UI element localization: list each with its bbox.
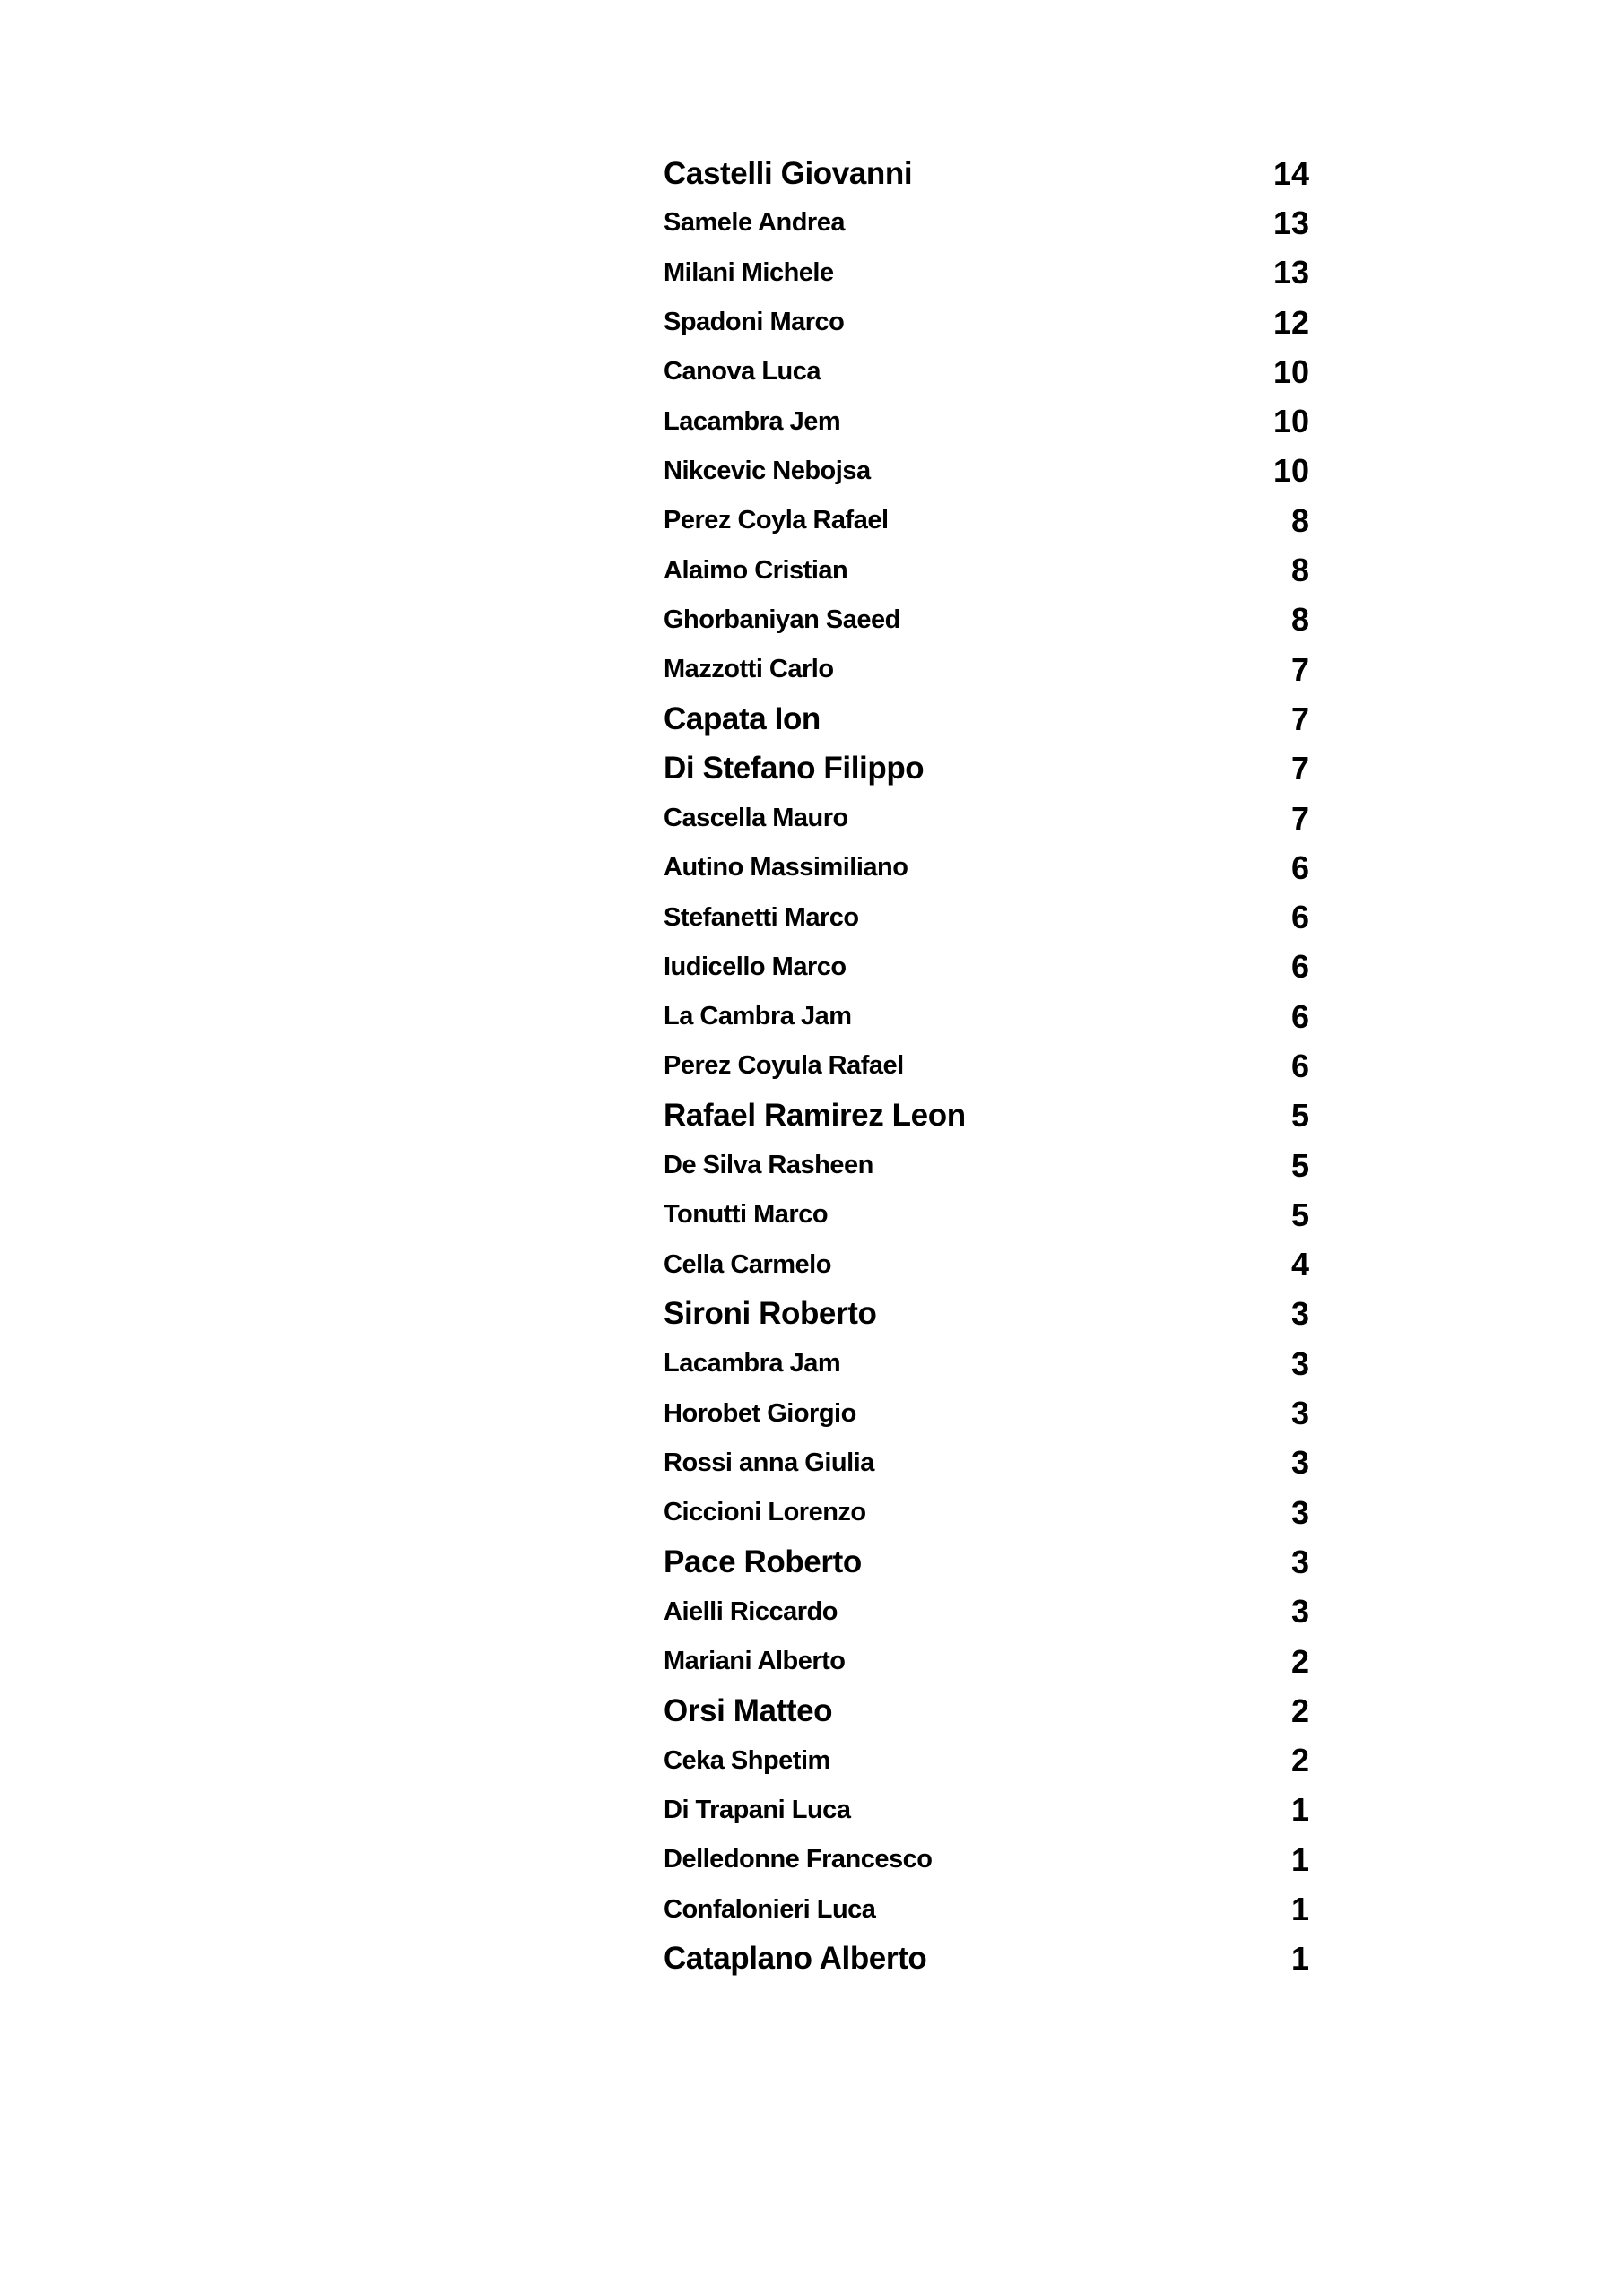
person-name: Stefanetti Marco <box>664 902 859 932</box>
person-name: Aielli Riccardo <box>664 1596 838 1626</box>
person-name: Di Stefano Filippo <box>664 751 925 787</box>
person-count: 3 <box>1290 1493 1309 1531</box>
person-name: Alaimo Cristian <box>664 555 848 585</box>
list-row <box>664 1488 1309 1537</box>
person-name: Capata Ion <box>664 700 821 736</box>
list-row <box>664 1388 1309 1438</box>
list-row <box>664 149 1309 198</box>
person-count: 3 <box>1290 1344 1309 1382</box>
person-name: Castelli Giovanni <box>664 155 913 191</box>
list-row <box>664 943 1309 992</box>
list-row <box>664 892 1309 942</box>
person-name: La Cambra Jam <box>664 1002 852 1031</box>
list-row <box>664 992 1309 1041</box>
list-row <box>664 1091 1309 1141</box>
person-count: 1 <box>1290 1891 1309 1928</box>
person-count: 7 <box>1290 750 1309 787</box>
person-count: 5 <box>1290 1196 1309 1233</box>
person-name: Perez Coyla Rafael <box>664 506 889 535</box>
list-row <box>664 1835 1309 1884</box>
person-count: 7 <box>1290 700 1309 737</box>
person-count: 6 <box>1290 899 1309 936</box>
person-count: 6 <box>1290 997 1309 1035</box>
person-count: 3 <box>1290 1295 1309 1333</box>
list-row <box>664 496 1309 545</box>
list-row <box>664 794 1309 843</box>
list-row <box>664 1339 1309 1388</box>
person-name: Samele Andrea <box>664 208 845 238</box>
person-count: 2 <box>1290 1692 1309 1729</box>
list-row <box>664 744 1309 794</box>
person-count: 8 <box>1290 601 1309 639</box>
list-row <box>664 1537 1309 1587</box>
person-name: Canova Luca <box>664 357 821 387</box>
person-name: Spadoni Marco <box>664 308 845 337</box>
person-count: 5 <box>1290 1146 1309 1184</box>
person-count: 6 <box>1290 848 1309 886</box>
list-row <box>664 1240 1309 1290</box>
person-count: 1 <box>1290 1840 1309 1878</box>
person-name: Nikcevic Nebojsa <box>664 456 871 485</box>
list-row <box>664 1290 1309 1339</box>
list-row <box>664 1884 1309 1934</box>
person-name: Iudicello Marco <box>664 952 847 981</box>
list-row <box>664 1736 1309 1786</box>
person-count: 3 <box>1290 1395 1309 1432</box>
list-row <box>664 1686 1309 1735</box>
person-name: Tonutti Marco <box>664 1200 829 1230</box>
person-count: 1 <box>1290 1791 1309 1829</box>
person-count: 3 <box>1290 1593 1309 1631</box>
person-name: Rafael Ramirez Leon <box>664 1098 966 1134</box>
list-row <box>664 1587 1309 1637</box>
person-name: Ceka Shpetim <box>664 1745 830 1775</box>
list-row <box>664 298 1309 347</box>
person-count: 13 <box>1272 254 1309 291</box>
person-count: 4 <box>1290 1246 1309 1283</box>
list-row <box>664 1935 1309 1984</box>
person-count: 1 <box>1290 1940 1309 1978</box>
list-row <box>664 1786 1309 1835</box>
list-row <box>664 694 1309 744</box>
person-name: Pace Roberto <box>664 1544 862 1579</box>
person-count: 12 <box>1272 303 1309 341</box>
person-name: Ghorbaniyan Saeed <box>664 604 900 634</box>
person-count: 2 <box>1290 1742 1309 1779</box>
list-row <box>664 1190 1309 1239</box>
list-row <box>664 843 1309 892</box>
person-count: 2 <box>1290 1642 1309 1680</box>
list-row <box>664 1141 1309 1190</box>
person-name: Lacambra Jam <box>664 1349 841 1378</box>
list-row <box>664 198 1309 248</box>
person-name: Milani Michele <box>664 257 834 287</box>
person-name: Cascella Mauro <box>664 804 848 832</box>
person-count: 10 <box>1272 403 1309 440</box>
list-row <box>664 1637 1309 1686</box>
list-row <box>664 645 1309 694</box>
ranking-list <box>664 149 1309 1984</box>
person-name: Cella Carmelo <box>664 1249 831 1279</box>
list-row <box>664 447 1309 496</box>
list-row <box>664 347 1309 396</box>
person-count: 8 <box>1290 501 1309 539</box>
person-count: 7 <box>1290 799 1309 837</box>
person-count: 8 <box>1290 552 1309 589</box>
person-name: Di Trapani Luca <box>664 1795 851 1824</box>
person-name: Lacambra Jem <box>664 406 841 436</box>
person-count: 14 <box>1272 154 1309 192</box>
list-row <box>664 596 1309 645</box>
list-row <box>664 248 1309 298</box>
person-count: 10 <box>1272 352 1309 390</box>
person-count: 6 <box>1290 1047 1309 1084</box>
person-name: Horobet Giorgio <box>664 1398 856 1428</box>
person-name: Perez Coyula Rafael <box>664 1051 904 1081</box>
person-count: 3 <box>1290 1543 1309 1580</box>
list-row <box>664 1041 1309 1091</box>
list-row <box>664 545 1309 595</box>
person-name: Rossi anna Giulia <box>664 1448 874 1477</box>
person-name: Ciccioni Lorenzo <box>664 1498 866 1527</box>
person-name: Sironi Roberto <box>664 1296 877 1332</box>
person-name: Mariani Alberto <box>664 1647 846 1676</box>
person-name: Orsi Matteo <box>664 1692 833 1728</box>
person-count: 7 <box>1290 650 1309 688</box>
person-count: 5 <box>1290 1097 1309 1135</box>
person-count: 10 <box>1272 452 1309 490</box>
person-count: 6 <box>1290 948 1309 986</box>
person-name: De Silva Rasheen <box>664 1151 873 1180</box>
person-count: 3 <box>1290 1444 1309 1482</box>
person-name: Delledonne Francesco <box>664 1845 933 1874</box>
person-name: Confalonieri Luca <box>664 1894 876 1924</box>
list-row <box>664 396 1309 446</box>
list-row <box>664 1439 1309 1488</box>
person-name: Mazzotti Carlo <box>664 655 834 684</box>
person-name: Autino Massimiliano <box>664 853 908 883</box>
person-count: 13 <box>1272 204 1309 241</box>
person-name: Cataplano Alberto <box>664 1941 927 1977</box>
